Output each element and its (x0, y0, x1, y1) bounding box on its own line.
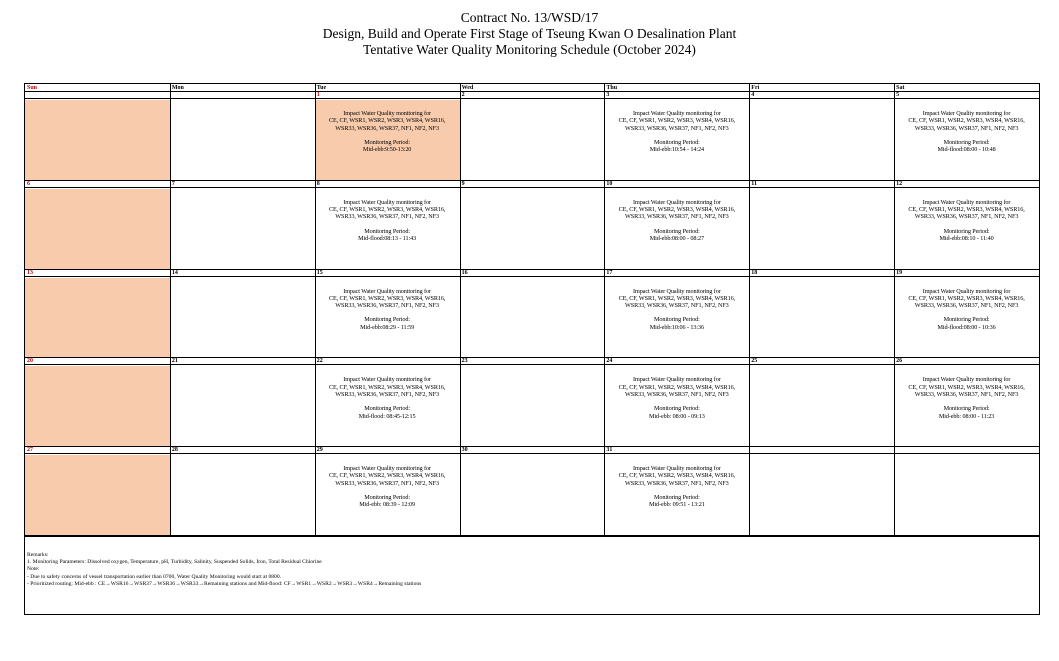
monitoring-period-time: Mid-flood:08:00 - 10:36 (937, 323, 996, 331)
day-cell (315, 358, 460, 446)
monitoring-stations-2: WSR33, WSR36, WSR37, NF1, NF2, NF3 (914, 302, 1019, 310)
monitoring-entry (894, 199, 1039, 242)
day-number: 18 (749, 270, 894, 277)
day-cell (170, 92, 315, 180)
monitoring-period-time: Mid-flood: 08:45-12:15 (358, 412, 416, 420)
monitoring-stations-1: CE, CF, WSR1, WSR2, WSR3, WSR4, WSR16, (618, 206, 736, 214)
monitoring-period-label: Monitoring Period: (653, 316, 700, 324)
monitoring-entry (604, 465, 749, 508)
weekday-header-thu: Thu (606, 85, 618, 91)
day-number: 27 (25, 447, 170, 454)
day-number: 24 (604, 358, 749, 365)
day-number: 17 (604, 270, 749, 277)
monitoring-period-label: Monitoring Period: (364, 405, 411, 413)
day-cell (604, 447, 749, 535)
monitoring-period-label: Monitoring Period: (364, 316, 411, 324)
monitoring-title: Impact Water Quality monitoring for (633, 110, 721, 117)
monitoring-period-time: Mid-ebb: 08:00 - 11:23 (938, 412, 995, 420)
day-cell (894, 358, 1039, 446)
day-number: 3 (604, 92, 749, 99)
day-cell (894, 447, 1039, 535)
monitoring-period-label: Monitoring Period: (653, 405, 700, 413)
day-number: 19 (894, 270, 1039, 277)
monitoring-title: Impact Water Quality monitoring for (633, 287, 721, 295)
monitoring-period-time: Mid-ebb: 08:39 - 12:09 (359, 501, 415, 509)
day-cell (170, 270, 315, 358)
monitoring-stations-2: WSR33, WSR36, WSR37, NF1, NF2, NF3 (625, 302, 729, 310)
calendar-week (25, 270, 1039, 359)
day-number: 10 (604, 181, 749, 188)
day-cell (25, 447, 170, 535)
monitoring-period-time: Mid-ebb:10:54 - 14:24 (649, 146, 704, 154)
calendar-week (25, 92, 1039, 181)
monitoring-stations-1: CE, CF, WSR1, WSR2, WSR3, WSR4, WSR16, (618, 117, 736, 125)
day-cell (460, 358, 605, 446)
monitoring-title: Impact Water Quality monitoring for (922, 198, 1011, 206)
monitoring-period-label: Monitoring Period: (943, 405, 990, 413)
day-cell (315, 181, 460, 269)
monitoring-period-label: Monitoring Period: (364, 227, 411, 235)
monitoring-stations-1: CE, CF, WSR1, WSR2, WSR3, WSR4, WSR16, (328, 472, 446, 480)
monitoring-entry (604, 199, 749, 242)
monitoring-stations-2: WSR33, WSR36, WSR37, NF1, NF2, NF3 (914, 213, 1019, 221)
day-cell (604, 270, 749, 358)
monitoring-title: Impact Water Quality monitoring for (343, 287, 431, 295)
monitoring-stations-2: WSR33, WSR36, WSR37, NF1, NF2, NF3 (625, 390, 729, 398)
monitoring-period-label: Monitoring Period: (364, 138, 411, 146)
weekday-header-sun: Sun (27, 85, 38, 91)
day-cell (25, 358, 170, 446)
monitoring-stations-2: WSR33, WSR36, WSR37, NF1, NF2, NF3 (625, 479, 729, 487)
monitoring-stations-1: CE, CF, WSR1, WSR2, WSR3, WSR4, WSR16, (618, 472, 736, 480)
monitoring-entry (315, 110, 460, 153)
day-cell (460, 181, 605, 269)
monitoring-period-time: Mid-flood:08:00 - 10:48 (937, 146, 996, 154)
day-highlight (25, 189, 170, 269)
day-cell (749, 358, 894, 446)
day-number (170, 92, 315, 99)
day-cell (749, 92, 894, 180)
monitoring-stations-1: CE, CF, WSR1, WSR2, WSR3, WSR4, WSR16, (908, 206, 1025, 214)
grid-divider (749, 84, 750, 536)
day-number: 16 (460, 270, 605, 277)
schedule-title: Tentative Water Quality Monitoring Schedule (October 2024) (363, 42, 696, 57)
monitoring-entry (315, 288, 460, 331)
note-title: Note: (27, 566, 40, 573)
day-number: 29 (315, 447, 460, 454)
monitoring-stations-2: WSR33, WSR36, WSR37, NF1, NF2, NF3 (335, 213, 439, 221)
day-number: 26 (894, 358, 1039, 365)
day-cell (170, 358, 315, 446)
monitoring-period-time: Mid-ebb:08:10 - 11:40 (939, 234, 994, 242)
day-highlight (25, 455, 170, 535)
weekday-header-row (25, 84, 1039, 92)
day-number (894, 447, 1039, 454)
monitoring-entry (604, 376, 749, 419)
monitoring-stations-2: WSR33, WSR36, WSR37, NF1, NF2, NF3 (914, 124, 1019, 132)
grid-divider (894, 84, 895, 536)
monitoring-entry (894, 376, 1039, 419)
calendar-grid (24, 83, 1040, 615)
monitoring-stations-2: WSR33, WSR36, WSR37, NF1, NF2, NF3 (625, 213, 729, 221)
monitoring-stations-1: CE, CF, WSR1, WSR2, WSR3, WSR4, WSR16, (908, 383, 1025, 391)
monitoring-stations-1: CE, CF, WSR1, WSR2, WSR3, WSR4, WSR16, (908, 294, 1025, 302)
day-number: 1 (315, 92, 460, 99)
day-cell (315, 447, 460, 535)
monitoring-title: Impact Water Quality monitoring for (922, 110, 1011, 117)
monitoring-stations-2: WSR33, WSR36, WSR37, NF1, NF2, NF3 (625, 124, 729, 132)
note-1: - Due to safety concerns of vessel transportation earlier than 0700, Water Quality Monitoring would start at 0800. (27, 573, 282, 580)
monitoring-period-label: Monitoring Period: (943, 138, 990, 146)
monitoring-title: Impact Water Quality monitoring for (922, 287, 1011, 295)
day-number: 21 (170, 358, 315, 365)
monitoring-period-label: Monitoring Period: (364, 494, 411, 502)
day-number: 13 (25, 270, 170, 277)
day-number: 7 (170, 181, 315, 188)
day-number: 20 (25, 358, 170, 365)
day-number: 8 (315, 181, 460, 188)
monitoring-period-label: Monitoring Period: (653, 138, 700, 146)
day-cell (749, 270, 894, 358)
day-cell (315, 92, 460, 180)
monitoring-title: Impact Water Quality monitoring for (343, 198, 431, 206)
day-number: 22 (315, 358, 460, 365)
day-number: 28 (170, 447, 315, 454)
monitoring-period-label: Monitoring Period: (943, 316, 990, 324)
day-number: 31 (604, 447, 749, 454)
day-number: 12 (894, 181, 1039, 188)
monitoring-period-time: Mid-ebb:9:50-13:20 (362, 146, 412, 154)
monitoring-stations-1: CE, CF, WSR1, WSR2, WSR3, WSR4, WSR16, (618, 383, 736, 391)
day-cell (25, 92, 170, 180)
monitoring-stations-1: CE, CF, WSR1, WSR2, WSR3, WSR4, WSR16, (908, 117, 1025, 125)
monitoring-entry (315, 376, 460, 419)
monitoring-title: Impact Water Quality monitoring for (922, 376, 1011, 384)
remarks-section (25, 536, 1039, 616)
monitoring-period-label: Monitoring Period: (653, 227, 700, 235)
monitoring-stations-1: CE, CF, WSR1, WSR2, WSR3, WSR4, WSR16, (328, 206, 446, 214)
monitoring-period-label: Monitoring Period: (653, 494, 700, 502)
day-highlight (25, 278, 170, 358)
calendar-week (25, 181, 1039, 270)
monitoring-entry (604, 110, 749, 153)
day-number: 30 (460, 447, 605, 454)
day-number: 14 (170, 270, 315, 277)
note-2: - Prioritized routing: Mid-ebb : CE→WSR16→WSR37→WSR36→WSR33→Remaining stations and Mid-flood: CF→WSR1→WSR2→WSR3→WSR4→Remaining stations (27, 580, 422, 587)
monitoring-title: Impact Water Quality monitoring for (633, 198, 721, 206)
monitoring-entry (604, 288, 749, 331)
calendar-week (25, 358, 1039, 447)
day-cell (749, 181, 894, 269)
monitoring-entry (894, 110, 1039, 153)
monitoring-period-label: Monitoring Period: (943, 227, 990, 235)
monitoring-period-time: Mid-ebb: 09:51 - 13:21 (648, 501, 705, 509)
day-cell (25, 270, 170, 358)
monitoring-stations-2: WSR33, WSR36, WSR37, NF1, NF2, NF3 (335, 479, 439, 487)
monitoring-period-time: Mid-flood:08:13 - 11:43 (358, 234, 417, 242)
grid-divider (460, 84, 461, 536)
monitoring-title: Impact Water Quality monitoring for (633, 376, 721, 384)
monitoring-stations-2: WSR33, WSR36, WSR37, NF1, NF2, NF3 (335, 124, 439, 132)
day-number: 9 (460, 181, 605, 188)
grid-divider (315, 84, 316, 536)
weekday-header-mon: Mon (171, 85, 184, 91)
day-cell (25, 181, 170, 269)
day-number: 5 (894, 92, 1039, 99)
monitoring-entry (315, 465, 460, 508)
grid-divider (170, 84, 171, 536)
weekday-header-wed: Wed (461, 85, 474, 91)
monitoring-stations-2: WSR33, WSR36, WSR37, NF1, NF2, NF3 (335, 302, 439, 310)
day-number: 2 (460, 92, 605, 99)
day-cell (604, 358, 749, 446)
contract-number: Contract No. 13/WSD/17 (460, 10, 599, 25)
monitoring-stations-1: CE, CF, WSR1, WSR2, WSR3, WSR4, WSR16, (618, 294, 736, 302)
day-cell (460, 447, 605, 535)
remarks-title: Remarks: (27, 552, 49, 558)
day-number: 11 (749, 181, 894, 188)
day-cell (170, 447, 315, 535)
day-cell (749, 447, 894, 535)
day-cell (170, 181, 315, 269)
document-title-block (0, 10, 1059, 58)
day-number: 23 (460, 358, 605, 365)
monitoring-title: Impact Water Quality monitoring for (343, 110, 431, 117)
day-cell (460, 92, 605, 180)
day-highlight (25, 100, 170, 180)
calendar-week (25, 447, 1039, 536)
day-highlight (25, 366, 170, 446)
day-cell (894, 270, 1039, 358)
monitoring-stations-1: CE, CF, WSR1, WSR2, WSR3, WSR4, WSR16, (328, 383, 446, 391)
day-cell (894, 181, 1039, 269)
day-number (749, 447, 894, 454)
weekday-header-fri: Fri (751, 85, 760, 91)
monitoring-stations-1: CE, CF, WSR1, WSR2, WSR3, WSR4, WSR16, (328, 294, 446, 302)
monitoring-title: Impact Water Quality monitoring for (343, 465, 431, 473)
day-number: 6 (25, 181, 170, 188)
day-number: 25 (749, 358, 894, 365)
day-cell (315, 270, 460, 358)
day-cell (460, 270, 605, 358)
monitoring-entry (315, 199, 460, 242)
day-number: 4 (749, 92, 894, 99)
monitoring-stations-2: WSR33, WSR36, WSR37, NF1, NF2, NF3 (335, 390, 439, 398)
day-cell (604, 92, 749, 180)
monitoring-title: Impact Water Quality monitoring for (633, 465, 721, 473)
monitoring-period-time: Mid-ebb:08:29 - 11:59 (360, 323, 415, 331)
monitoring-entry (894, 288, 1039, 331)
weekday-header-sat: Sat (896, 85, 905, 91)
monitoring-period-time: Mid-ebb:10:06 - 13:36 (649, 323, 704, 331)
monitoring-title: Impact Water Quality monitoring for (343, 376, 431, 384)
monitoring-period-time: Mid-ebb: 08:00 - 09:13 (648, 412, 705, 420)
remarks-item-1: 1. Monitoring Parameters: Dissolved oxygen, Temperature, pH, Turbidity, Salinity, Suspended Solids, Iron, Total Residual Chlorine (27, 559, 322, 566)
monitoring-stations-2: WSR33, WSR36, WSR37, NF1, NF2, NF3 (914, 390, 1019, 398)
grid-divider (604, 84, 605, 536)
monitoring-period-time: Mid-ebb:08:00 - 08:27 (649, 234, 704, 242)
project-title: Design, Build and Operate First Stage of Tseung Kwan O Desalination Plant (322, 26, 737, 41)
day-cell (604, 181, 749, 269)
day-cell (894, 92, 1039, 180)
day-number (25, 92, 170, 99)
weekday-header-tue: Tue (316, 85, 327, 91)
monitoring-stations-1: CE, CF, WSR1, WSR2, WSR3, WSR4, WSR16, (328, 117, 446, 125)
day-number: 15 (315, 270, 460, 277)
